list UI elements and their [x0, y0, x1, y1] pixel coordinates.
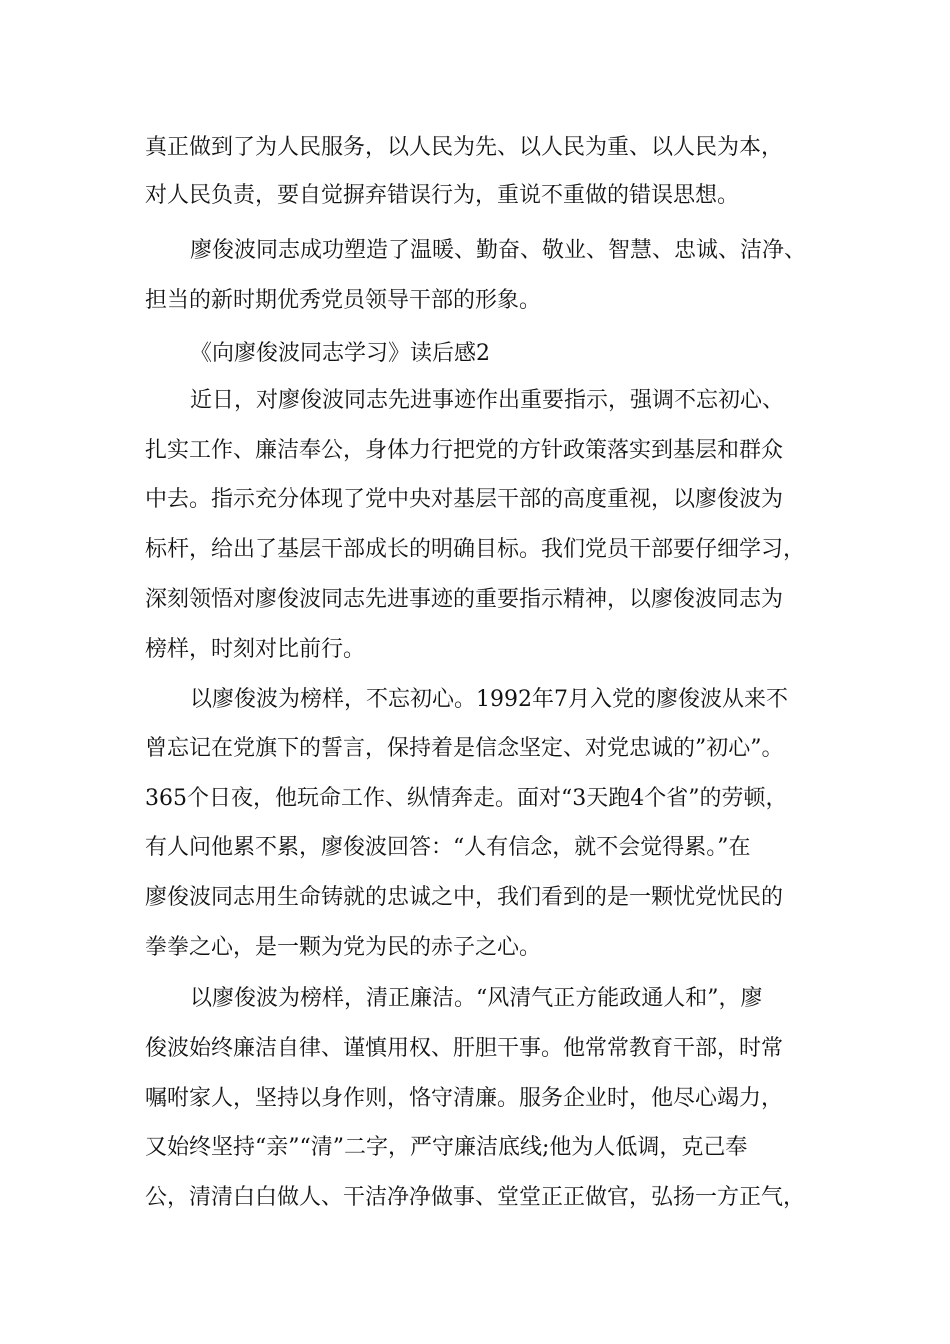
text-line: 标杆，给出了基层干部成长的明确目标。我们党员干部要仔细学习，	[145, 537, 806, 562]
text-line: 曾忘记在党旗下的誓言，保持着是信念坚定、对党忠诚的”初心”。	[145, 736, 784, 761]
text-line: 廖俊波同志用生命铸就的忠诚之中，我们看到的是一颗忧党忧民的	[145, 885, 784, 910]
text-line: 又始终坚持“亲”“清”二字，严守廉洁底线;他为人低调，克己奉	[145, 1135, 748, 1160]
text-line: 廖俊波同志成功塑造了温暖、勤奋、敬业、智慧、忠诚、洁净、	[190, 238, 807, 263]
text-line: 拳拳之心，是一颗为党为民的赤子之心。	[145, 935, 542, 960]
text-line: 担当的新时期优秀党员领导干部的形象。	[145, 288, 542, 313]
text-line: 榜样，时刻对比前行。	[145, 637, 366, 662]
text-line: 扎实工作、廉洁奉公，身体力行把党的方针政策落实到基层和群众	[145, 438, 784, 463]
text-line: 嘱咐家人，坚持以身作则，恪守清廉。服务企业时，他尽心竭力，	[145, 1086, 784, 1111]
text-line: 365个日夜，他玩命工作、纵情奔走。面对“3天跑4个省”的劳顿，	[145, 786, 788, 811]
section-heading: 《向廖俊波同志学习》读后感2	[190, 341, 490, 366]
text-line: 俊波始终廉洁自律、谨慎用权、肝胆干事。他常常教育干部，时常	[145, 1036, 784, 1061]
text-line: 近日，对廖俊波同志先进事迹作出重要指示，强调不忘初心、	[190, 388, 785, 413]
text-line: 深刻领悟对廖俊波同志先进事迹的重要指示精神，以廖俊波同志为	[145, 587, 784, 612]
text-line: 以廖俊波为榜样，不忘初心。1992年7月入党的廖俊波从来不	[190, 687, 788, 712]
text-line: 以廖俊波为榜样，清正廉洁。“风清气正方能政通人和”，廖	[190, 986, 763, 1011]
text-line: 中去。指示充分体现了党中央对基层干部的高度重视，以廖俊波为	[145, 487, 784, 512]
text-line: 有人问他累不累，廖俊波回答：“人有信念，就不会觉得累。”在	[145, 835, 751, 860]
text-line: 对人民负责，要自觉摒弃错误行为，重说不重做的错误思想。	[145, 183, 740, 208]
text-line: 真正做到了为人民服务，以人民为先、以人民为重、以人民为本，	[145, 135, 784, 160]
text-line: 公，清清白白做人、干洁净净做事、堂堂正正做官，弘扬一方正气，	[145, 1185, 806, 1210]
